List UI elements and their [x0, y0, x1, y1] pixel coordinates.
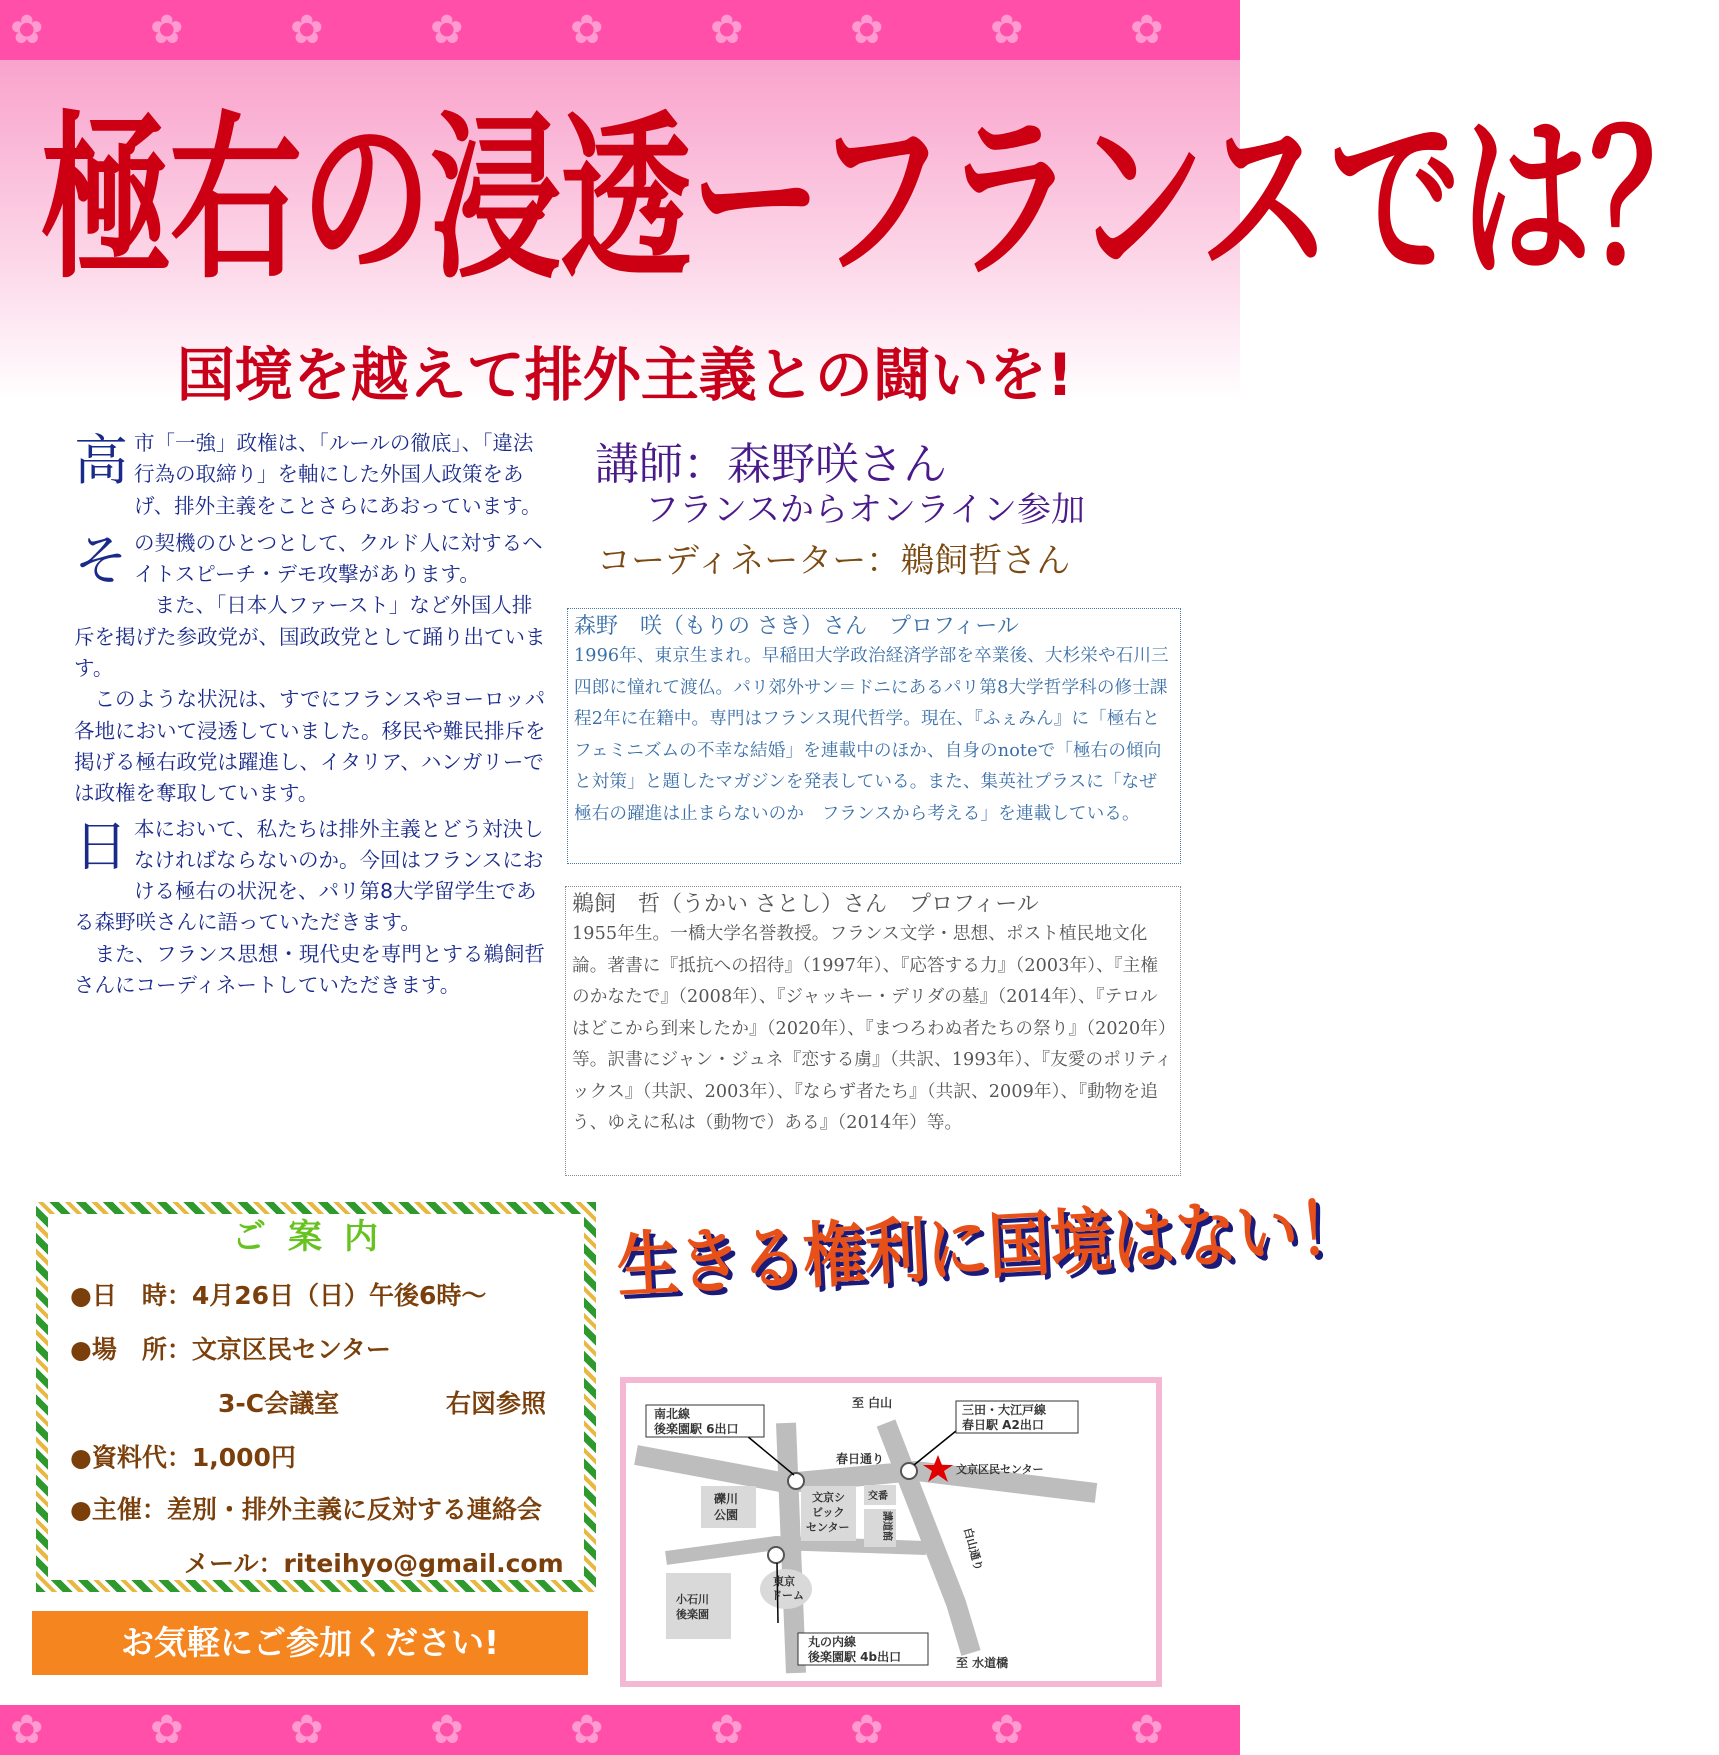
label-mita-line: 三田・大江戸線: [962, 1403, 1047, 1417]
flower-icon: ✿: [990, 7, 1024, 53]
access-map: [620, 1377, 1162, 1687]
flower-icon: ✿: [290, 1707, 324, 1753]
label-civic-2: ビック: [812, 1506, 845, 1519]
station-marker: [788, 1473, 804, 1489]
body-paragraph: その契機のひとつとして、クルド人に対するヘイトスピーチ・デモ攻撃があります。: [74, 528, 543, 592]
label-park-1: 礫川: [714, 1492, 739, 1506]
label-park-2: 公園: [714, 1508, 739, 1522]
label-dome-2: ドーム: [771, 1589, 804, 1602]
flower-icon: ✿: [1130, 7, 1164, 53]
body-paragraph: また、フランス思想・現代史を専門とする鵜飼哲さんにコーディネートしていただきます。: [74, 941, 545, 998]
speaker-note: フランスからオンライン参加: [645, 490, 1085, 530]
flower-icon: ✿: [850, 1707, 884, 1753]
garden-block: [666, 1573, 731, 1639]
label-garden-2: 後楽園: [676, 1608, 709, 1621]
profile-text: 1955年生。一橋大学名誉教授。フランス文学・思想、ポスト植民地文化論。著書に『抵抗への招待』（1997年）、『応答する力』（2003年）、『主権のかなたで』（2008年）、『ジャッキー・デリダの墓』（2014年）、『テロルはどこから到来したか』（2020年）、『まつろわぬ者たちの祭り』（2020年）等。訳書にジャン・ジュネ『恋する虜』（共訳、1993年）、『友愛のポリティックス』（共訳、2003年）、『ならず者たち』（共訳、2009年）、『動物を追う、ゆえに私は（動物で）ある』（2014年）等。: [572, 924, 1173, 1133]
station-marker: [768, 1547, 784, 1563]
label-marunouchi-exit: 後楽園駅 4b出口: [808, 1650, 902, 1664]
label-police-box: 交番: [868, 1491, 888, 1502]
info-room: 3-C会議室: [218, 1389, 340, 1418]
label-marunouchi-line: 丸の内線: [808, 1635, 857, 1649]
label-venue: 文京区民センター: [956, 1463, 1044, 1476]
flower-icon: ✿: [430, 1707, 464, 1753]
label-nanboku-exit: 後楽園駅 6出口: [654, 1422, 739, 1436]
flower-icon: ✿: [10, 7, 44, 53]
info-heading: ご案内: [232, 1217, 400, 1257]
flower-icon: ✿: [290, 7, 324, 53]
label-to-suidobashi: 至 水道橋: [956, 1656, 1009, 1670]
flower-icon: ✿: [430, 7, 464, 53]
drop-cap: 日: [74, 814, 128, 878]
cta-text: お気軽にご参加ください!: [120, 1623, 500, 1662]
label-mita-exit: 春日駅 A2出口: [962, 1418, 1044, 1432]
body-text: [74, 428, 548, 1001]
info-mail[interactable]: メール：riteihyo@gmail.com: [184, 1549, 564, 1578]
label-dome-1: 東京: [773, 1575, 795, 1588]
drop-cap: 高: [74, 429, 128, 492]
flower-icon: ✿: [570, 1707, 604, 1753]
flower-icon: ✿: [990, 1707, 1024, 1753]
body-paragraph: また、「日本人ファースト」など外国人排斥を掲げた参政党が、国政政党として踊り出ています。: [74, 593, 546, 681]
label-kasuga-dori: 春日通り: [836, 1452, 885, 1466]
profile-heading: 森野 咲（もりの さき）さん プロフィール: [574, 614, 1019, 639]
page-title: 極右の浸透ーフランスでは？: [40, 96, 1719, 304]
cta-banner: [32, 1611, 588, 1675]
flower-icon: ✿: [10, 1707, 44, 1753]
label-hakusan-dori: 白山通り: [961, 1526, 986, 1573]
label-to-hakusan: 至 白山: [852, 1396, 893, 1410]
coordinator-name: コーディネーター：鵜飼哲さん: [597, 541, 1071, 581]
page-subtitle: 国境を越えて排外主義との闘いを!: [176, 341, 1074, 409]
flower-icon: ✿: [150, 1707, 184, 1753]
speaker-name: 講師：森野咲さん: [595, 439, 947, 490]
drop-cap: そ: [74, 528, 128, 592]
coordinator-profile: [565, 886, 1181, 1176]
info-host: ●主催：差別・排外主義に反対する連絡会: [70, 1495, 542, 1524]
top-flower-band: [0, 0, 1240, 60]
profile-text: 1996年、東京生まれ。早稲田大学政治経済学部を卒業後、大杉栄や石川三四郎に憧れて渡仏。パリ郊外サン＝ドニにあるパリ第8大学哲学科の修士課程2年に在籍中。専門はフランス現代哲学。現在、『ふぇみん』に「極右とフェミニズムの不幸な結婚」を連載中のほか、自身のnoteで「極右の傾向と対策」と題したマガジンを発表している。また、集英社プラスに「なぜ極右の躍進は止まらないのか フランスから考える」を連載している。: [574, 646, 1169, 824]
event-info-box: [36, 1202, 596, 1592]
flower-icon: ✿: [150, 7, 184, 53]
flower-icon: ✿: [710, 1707, 744, 1753]
info-date: ●日 時：4月26日（日）午後6時～: [70, 1281, 487, 1310]
road-hakusan-dori: [886, 1423, 971, 1653]
body-paragraph: このような状況は、すでにフランスやヨーロッパ各地において浸透していました。移民や難民排斥を掲げる極右政党は躍進し、イタリア、ハンガリーでは政権を奪取しています。: [74, 687, 546, 806]
map-drawing: [626, 1383, 1156, 1681]
slogan: 生きる権利に国境はない！: [614, 1185, 1363, 1309]
flower-icon: ✿: [1130, 1707, 1164, 1753]
arrow-line: [914, 1431, 956, 1465]
bottom-flower-band: [0, 1705, 1240, 1755]
label-lecture-hall: 講道館: [881, 1511, 892, 1541]
label-garden-1: 小石川: [676, 1593, 709, 1606]
flower-icon: ✿: [570, 7, 604, 53]
info-room-note: 右図参照: [446, 1389, 547, 1418]
label-civic-3: センター: [806, 1521, 850, 1534]
profile-heading: 鵜飼 哲（うかい さとし）さん プロフィール: [572, 892, 1039, 917]
body-paragraph: 日本において、私たちは排外主義とどう対決しなければならないのか。今回はフランスにおける極右の状況を、パリ第8大学留学生である森野咲さんに語っていただきます。: [74, 814, 544, 935]
body-paragraph: 高市「一強」政権は、「ルールの徹底」、「違法行為の取締り」を軸にした外国人政策をあげ、排外主義をことさらにあおっています。: [74, 429, 542, 518]
info-place: ●場 所：文京区民センター: [70, 1335, 391, 1364]
flower-icon: ✿: [710, 7, 744, 53]
info-fee: ●資料代：1,000円: [70, 1443, 296, 1472]
label-nanboku-line: 南北線: [654, 1407, 691, 1421]
flower-icon: ✿: [850, 7, 884, 53]
speaker-profile: [567, 608, 1181, 864]
label-civic-1: 文京シ: [812, 1491, 845, 1504]
